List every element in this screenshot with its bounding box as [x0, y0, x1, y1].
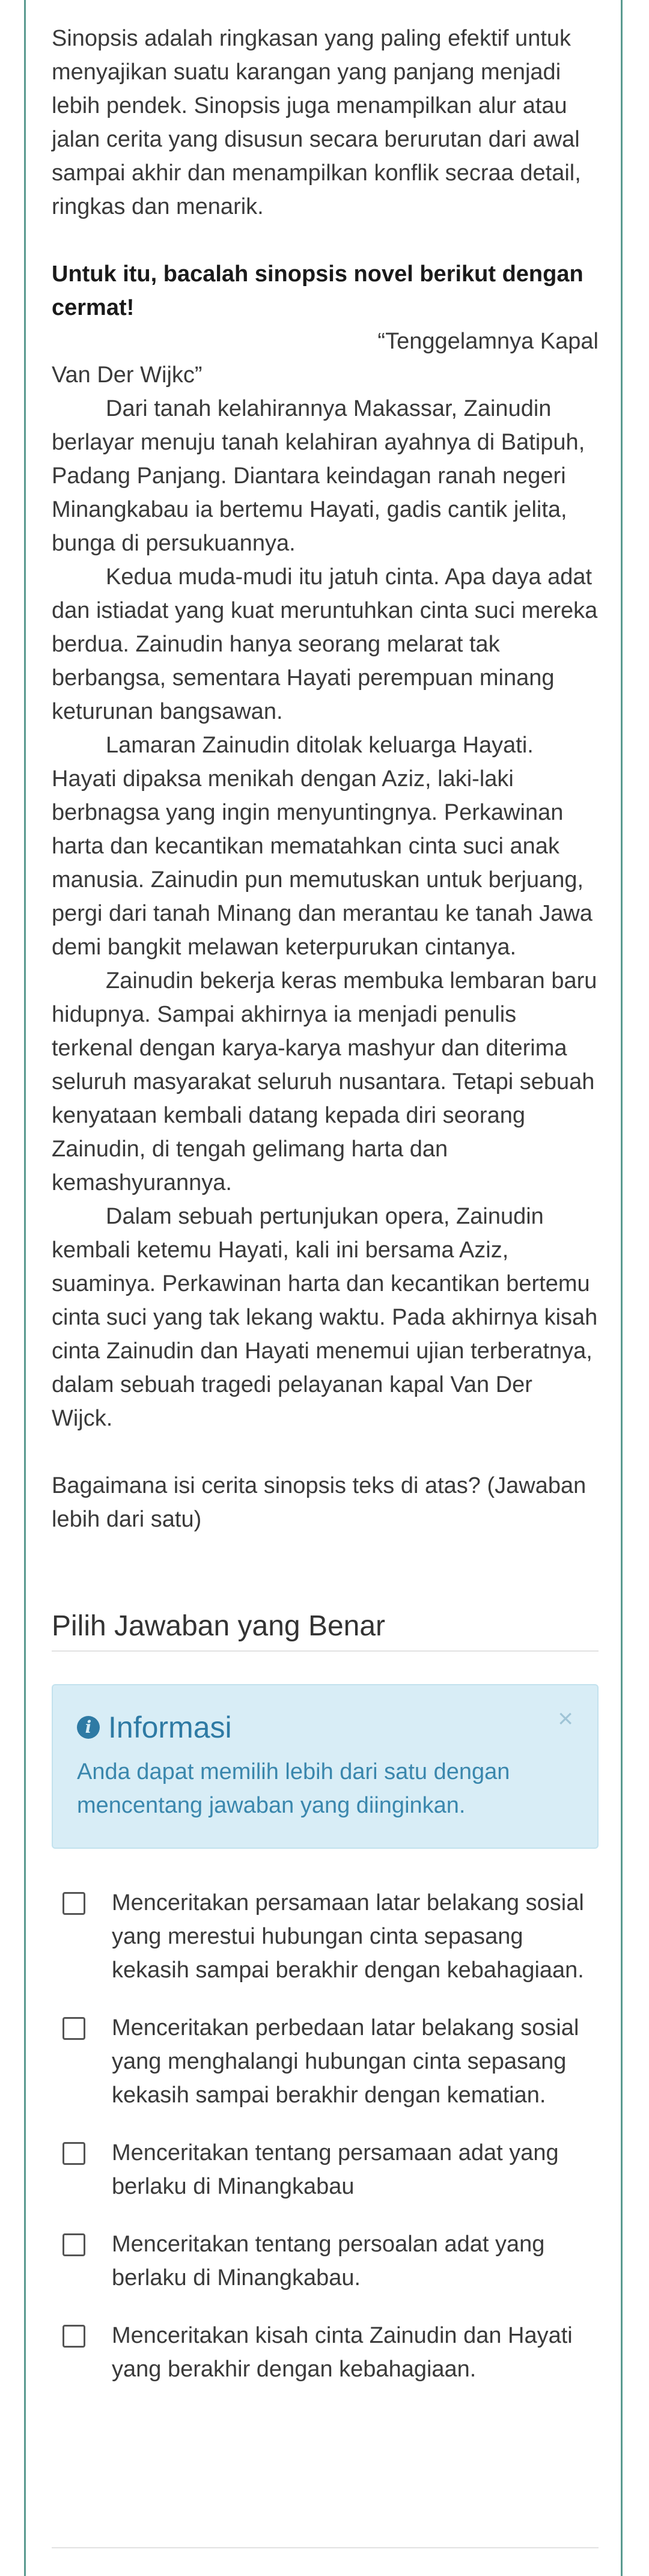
- info-header: [77, 1704, 573, 1747]
- checkbox[interactable]: [62, 2233, 85, 2256]
- answer-option-label[interactable]: Menceritakan tentang persamaan adat yang berlaku di Minangkabau: [112, 2140, 559, 2199]
- answer-option[interactable]: [52, 2011, 599, 2112]
- story-paragraph: Zainudin bekerja keras membuka lembaran baru hidupnya. Sampai akhirnya ia menjadi penulis terkenal dengan karya-karya mashyur dan diterima seluruh masyarakat seluruh nusantara. Tetapi sebuah kenyataan kembali datang kepada diri seorang Zainudin, di tengah gelimang harta dan kemashyurannya.: [52, 968, 597, 1195]
- answer-option[interactable]: [52, 1886, 599, 1987]
- intro-text: Sinopsis adalah ringkasan yang paling efektif untuk menyajikan suatu karangan yang panjang menjadi lebih pendek. Sinopsis juga menampilkan alur atau jalan cerita yang disusun secara berurutan dari awal sampai akhir dan menampilkan konflik secraa detail, ringkas dan menarik.: [52, 26, 581, 219]
- answer-option[interactable]: [52, 2227, 599, 2295]
- checkbox[interactable]: [62, 2142, 85, 2165]
- info-title: Informasi: [108, 1711, 232, 1744]
- story-title-continued: Van Der Wijkc”: [52, 362, 203, 388]
- story-paragraph: Dalam sebuah pertunjukan opera, Zainudin kembali ketemu Hayati, kali ini bersama Aziz, suaminya. Perkawinan harta dan kecantikan bertemu cinta suci yang tak lekang waktu. Pada akhirnya kisah cinta Zainudin dan Hayati menemui ujian terberatnya, dalam sebuah tragedi pelayanan kapal Van Der Wijck.: [52, 1204, 598, 1431]
- story-paragraph: Lamaran Zainudin ditolak keluarga Hayati. Hayati dipaksa menikah dengan Aziz, laki-laki berbnagsa yang ingin menyuntingnya. Perkawinan harta dan kecantikan mematahkan cinta suci anak manusia. Zainudin pun memutuskan untuk berjuang, pergi dari tanah Minang dan merantau ke tanah Jawa demi bangkit melawan keterpurukan cintanya.: [52, 733, 593, 960]
- checkbox[interactable]: [62, 2325, 85, 2348]
- answer-option[interactable]: [52, 2136, 599, 2203]
- answer-option-label[interactable]: Menceritakan perbedaan latar belakang sosial yang menghalangi hubungan cinta sepasang kekasih sampai berakhir dengan kematian.: [112, 2015, 579, 2108]
- checkbox[interactable]: [62, 1892, 85, 1915]
- answer-option-label[interactable]: Menceritakan tentang persoalan adat yang berlaku di Minangkabau.: [112, 2232, 545, 2291]
- info-icon: i: [77, 1716, 100, 1739]
- answer-section-title: Pilih Jawaban yang Benar: [52, 1607, 599, 1652]
- answer-option-label[interactable]: Menceritakan persamaan latar belakang sosial yang merestui hubungan cinta sepasang kekasih sampai berakhir dengan kebahagiaan.: [112, 1890, 584, 1983]
- checkbox[interactable]: [62, 2017, 85, 2040]
- bottom-divider: [52, 2547, 599, 2548]
- question-text: Bagaimana isi cerita sinopsis teks di atas? (Jawaban lebih dari satu): [52, 1473, 587, 1532]
- answer-options: [52, 1886, 599, 2386]
- close-icon[interactable]: ×: [558, 1704, 573, 1733]
- story-title: “Tenggelamnya Kapal: [377, 329, 599, 354]
- answer-option[interactable]: [52, 2319, 599, 2386]
- question-content: [52, 22, 599, 2410]
- instruction-text: Untuk itu, bacalah sinopsis novel berikut dengan cermat!: [52, 261, 583, 320]
- info-alert: [52, 1684, 599, 1849]
- info-text: Anda dapat memilih lebih dari satu dengan mencentang jawaban yang diinginkan.: [77, 1759, 510, 1818]
- story-paragraph: Dari tanah kelahirannya Makassar, Zainudin berlayar menuju tanah kelahiran ayahnya di Batipuh, Padang Panjang. Diantara keindagan ranah negeri Minangkabau ia bertemu Hayati, gadis cantik jelita, bunga di persukuannya.: [52, 396, 585, 556]
- story-paragraph: Kedua muda-mudi itu jatuh cinta. Apa daya adat dan istiadat yang kuat meruntuhkan cinta suci mereka berdua. Zainudin hanya seorang melarat tak berbangsa, sementara Hayati perempuan minang keturunan bangsawan.: [52, 564, 598, 724]
- answer-option-label[interactable]: Menceritakan kisah cinta Zainudin dan Hayati yang berakhir dengan kebahagiaan.: [112, 2323, 573, 2382]
